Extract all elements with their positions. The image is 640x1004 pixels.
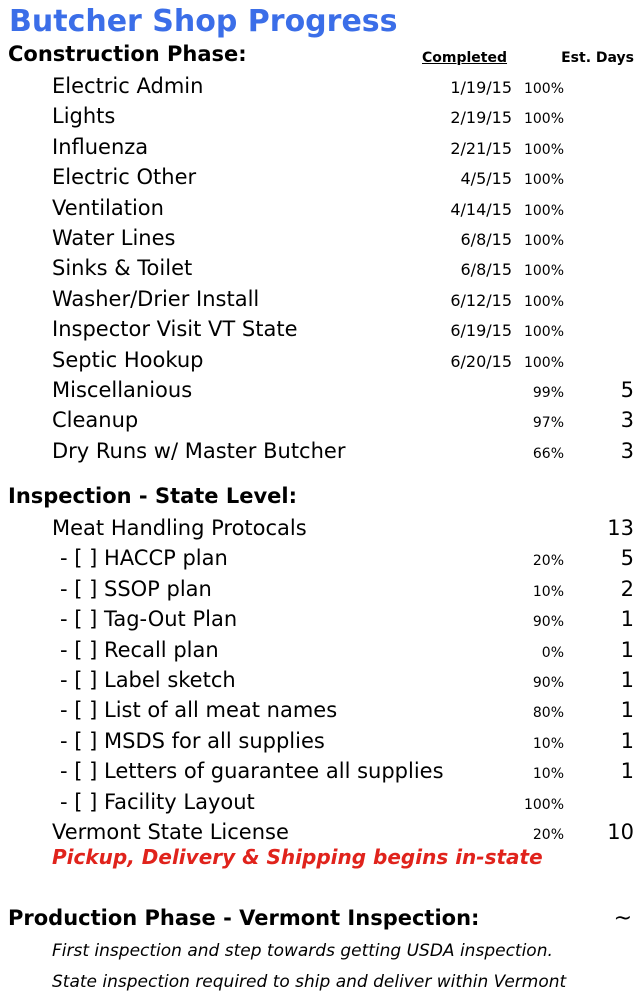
estimated-days: 1 xyxy=(620,759,634,784)
est-days-column-header: Est. Days xyxy=(561,50,634,66)
percent-complete: 100% xyxy=(523,233,564,249)
estimated-days: 1 xyxy=(620,698,634,723)
task-row xyxy=(0,817,640,847)
task-label: Cleanup xyxy=(52,408,139,433)
completed-date: 2/21/15 xyxy=(450,138,512,158)
task-row xyxy=(0,695,640,725)
percent-complete: 100% xyxy=(523,263,564,280)
task-row xyxy=(0,132,640,162)
task-label: Inspector Visit VT State xyxy=(52,317,298,342)
task-label: - [ ] Recall plan xyxy=(60,637,219,662)
task-row xyxy=(0,375,640,405)
estimated-days: 1 xyxy=(620,607,634,632)
task-row xyxy=(0,101,640,131)
estimated-days: 3 xyxy=(620,408,634,433)
task-label: Electric Other xyxy=(52,165,197,190)
percent-complete: 100% xyxy=(523,111,564,128)
completed-date: 4/14/15 xyxy=(450,199,512,219)
percent-complete: 100% xyxy=(523,81,564,97)
production-est-days: ~ xyxy=(613,906,632,931)
task-row xyxy=(0,665,640,695)
task-label: - [ ] MSDS for all supplies xyxy=(60,728,325,753)
construction-heading: Construction Phase: xyxy=(8,42,247,66)
task-label: - [ ] Facility Layout xyxy=(60,789,255,814)
task-row xyxy=(0,162,640,192)
task-row xyxy=(0,635,640,665)
task-label: Meat Handling Protocals xyxy=(52,516,307,540)
task-label: Miscellanious xyxy=(52,378,193,402)
completed-date: 6/20/15 xyxy=(450,351,512,371)
task-label: - [ ] List of all meat names xyxy=(60,698,338,723)
estimated-days: 1 xyxy=(620,728,634,753)
task-label: - [ ] Label sketch xyxy=(60,668,236,692)
task-label: Lights xyxy=(52,104,116,129)
task-row xyxy=(0,314,640,344)
percent-complete: 90% xyxy=(532,614,564,631)
completed-date: 6/8/15 xyxy=(460,260,512,280)
task-row xyxy=(0,574,640,604)
completed-column-header: Completed xyxy=(422,50,508,66)
percent-complete: 100% xyxy=(523,202,564,219)
estimated-days: 10 xyxy=(607,820,634,844)
completed-date: 6/19/15 xyxy=(450,321,512,341)
percent-complete: 0% xyxy=(541,644,564,661)
milestone-note: Pickup, Delivery & Shipping begins in-state xyxy=(52,845,543,869)
estimated-days: 1 xyxy=(620,668,634,692)
percent-complete: 100% xyxy=(523,324,564,341)
completed-date: 2/19/15 xyxy=(450,108,512,128)
percent-complete: 10% xyxy=(532,766,564,783)
task-row xyxy=(0,345,640,375)
completed-date: 6/8/15 xyxy=(460,230,512,249)
task-row xyxy=(0,513,640,543)
task-label: - [ ] SSOP plan xyxy=(60,576,212,601)
percent-complete: 10% xyxy=(532,735,564,752)
percent-complete: 66% xyxy=(532,445,564,462)
task-row xyxy=(0,787,640,817)
task-row xyxy=(0,71,640,101)
task-label: Washer/Drier Install xyxy=(52,286,260,311)
task-row xyxy=(0,223,640,253)
estimated-days: 5 xyxy=(620,378,634,402)
estimated-days: 13 xyxy=(607,516,634,540)
percent-complete: 100% xyxy=(523,796,564,813)
percent-complete: 100% xyxy=(523,354,564,371)
completed-date: 6/12/15 xyxy=(450,290,512,310)
completed-date: 1/19/15 xyxy=(450,78,512,97)
task-row xyxy=(0,756,640,786)
percent-complete: 20% xyxy=(532,827,564,843)
task-label: Water Lines xyxy=(52,226,176,250)
completed-date: 4/5/15 xyxy=(460,169,512,189)
percent-complete: 20% xyxy=(532,553,564,570)
percent-complete: 97% xyxy=(532,415,564,432)
task-row xyxy=(0,284,640,314)
percent-complete: 100% xyxy=(523,141,564,158)
estimated-days: 1 xyxy=(620,637,634,662)
percent-complete: 99% xyxy=(532,385,564,401)
page-title: Butcher Shop Progress xyxy=(9,4,398,39)
task-label: Influenza xyxy=(52,134,149,159)
task-label: Septic Hookup xyxy=(52,347,204,372)
estimated-days: 3 xyxy=(620,438,634,463)
production-note-1: First inspection and step towards getting USDA inspection. xyxy=(52,941,553,961)
task-label: - [ ] HACCP plan xyxy=(60,546,228,571)
percent-complete: 100% xyxy=(523,293,564,310)
task-label: Sinks & Toilet xyxy=(52,256,193,281)
estimated-days: 2 xyxy=(620,576,634,601)
task-label: Vermont State License xyxy=(52,820,289,844)
task-row xyxy=(0,726,640,756)
task-row xyxy=(0,253,640,283)
task-row xyxy=(0,604,640,634)
percent-complete: 100% xyxy=(523,172,564,189)
task-label: - [ ] Letters of guarantee all supplies xyxy=(60,759,444,784)
task-label: Ventilation xyxy=(52,195,164,220)
production-heading: Production Phase - Vermont Inspection: xyxy=(8,906,480,930)
task-row xyxy=(0,436,640,466)
percent-complete: 90% xyxy=(532,675,564,691)
task-label: Electric Admin xyxy=(52,74,204,98)
estimated-days: 5 xyxy=(620,546,634,571)
task-row xyxy=(0,193,640,223)
task-row xyxy=(0,405,640,435)
inspection-heading: Inspection - State Level: xyxy=(8,484,298,508)
percent-complete: 10% xyxy=(532,583,564,600)
production-note-2: State inspection required to ship and deliver within Vermont xyxy=(52,972,567,992)
percent-complete: 80% xyxy=(532,705,564,722)
task-label: Dry Runs w/ Master Butcher xyxy=(52,438,346,463)
task-row xyxy=(0,543,640,573)
task-label: - [ ] Tag-Out Plan xyxy=(60,607,238,632)
